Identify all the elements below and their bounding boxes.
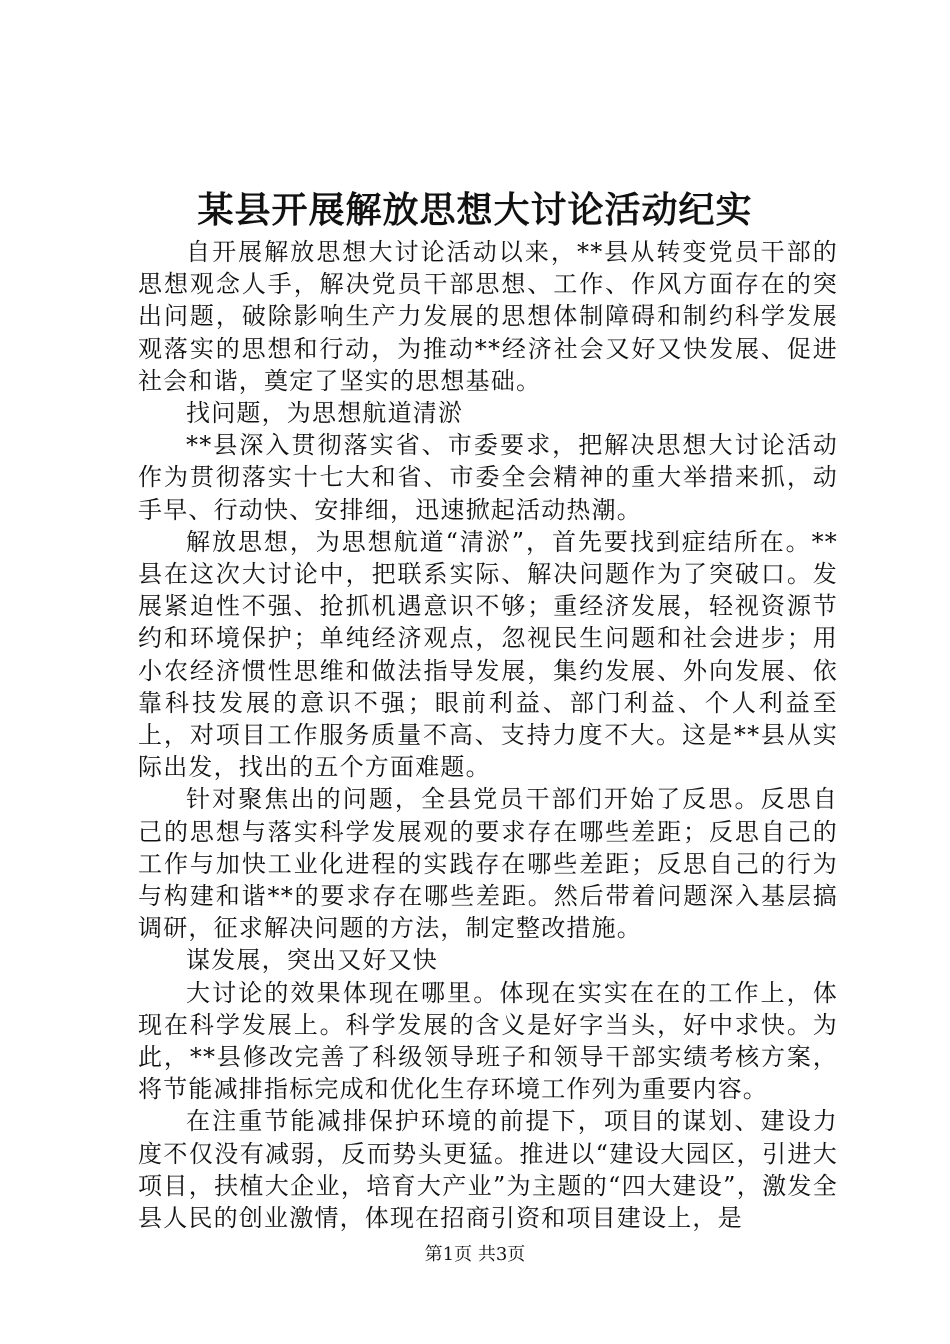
document-title: 某县开展解放思想大讨论活动纪实 (197, 189, 753, 231)
paragraph: 针对聚焦出的问题，全县党员干部们开始了反思。反思自己的思想与落实科学发展观的要求存在哪些差距；反思自己的工作与加快工业化进程的实践存在哪些差距；反思自己的行为与构建和谐**的要求存在哪些差距。然后带着问题深入基层搞调研，征求解决问题的方法，制定整改措施。 (138, 785, 838, 943)
document-body (138, 236, 838, 1234)
section-heading-seek-development: 谋发展，突出又好又快 (186, 946, 438, 975)
paragraph: 大讨论的效果体现在哪里。体现在实实在在的工作上，体现在科学发展上。科学发展的含义是好字当头，好中求快。为此，**县修改完善了科级领导班子和领导干部实绩考核方案，将节能减排指标完成和优化生存环境工作列为重要内容。 (138, 978, 838, 1104)
paragraph: **县深入贯彻落实省、市委要求，把解决思想大讨论活动作为贯彻落实十七大和省、市委全会精神的重大举措来抓，动手早、行动快、安排细，迅速掀起活动热潮。 (138, 431, 838, 524)
paragraph: 在注重节能减排保护环境的前提下，项目的谋划、建设力度不仅没有减弱，反而势头更猛。推进以“建设大园区，引进大项目，扶植大企业，培育大产业”为主题的“四大建设”，激发全县人民的创业激情，体现在招商引资和项目建设上，是 (138, 1107, 838, 1233)
page-number-footer: 第1页 共3页 (424, 1244, 526, 1265)
paragraph-intro: 自开展解放思想大讨论活动以来，**县从转变党员干部的思想观念人手，解决党员干部思想、工作、作风方面存在的突出问题，破除影响生产力发展的思想体制障碍和制约科学发展观落实的思想和行动，为推动**经济社会又好又快发展、促进社会和谐，奠定了坚实的思想基础。 (138, 238, 838, 395)
section-heading-find-problems: 找问题，为思想航道清淤 (186, 399, 464, 428)
paragraph: 解放思想，为思想航道“清淤”，首先要找到症结所在。**县在这次大讨论中，把联系实际、解决问题作为了突破口。发展紧迫性不强、抢抓机遇意识不够；重经济发展，轻视资源节约和环境保护；单纯经济观点，忽视民生问题和社会进步；用小农经济惯性思维和做法指导发展，集约发展、外向发展、依靠科技发展的意识不强；眼前利益、部门利益、个人利益至上，对项目工作服务质量不高、支持力度不大。这是**县从实际出发，找出的五个方面难题。 (138, 527, 838, 782)
